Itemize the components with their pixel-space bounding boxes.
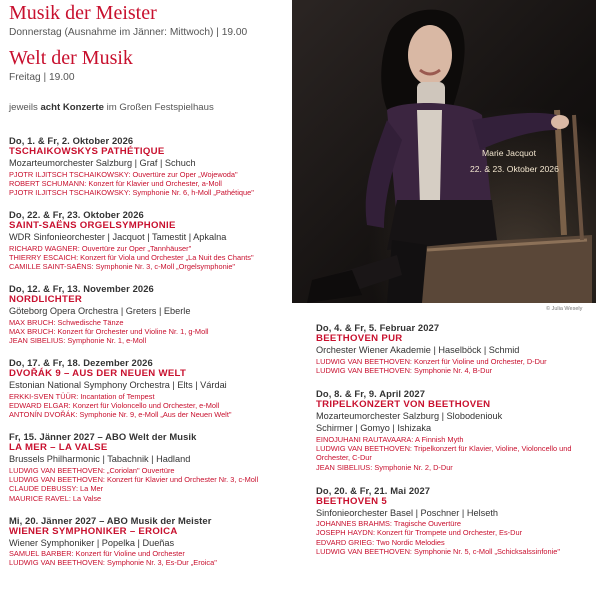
program-item: JEAN SIBELIUS: Symphonie Nr. 2, D-Dur	[316, 462, 453, 472]
event-title: TSCHAIKOWSKYS PATHÉTIQUE	[9, 146, 165, 157]
event-block	[9, 209, 292, 271]
series2-subtitle: Freitag | 19.00	[9, 72, 75, 83]
series1-title: Musik der Meister	[9, 2, 157, 24]
photo-credit: © Julia Wesely	[546, 306, 583, 312]
event-title: DVOŘÁK 9 – AUS DER NEUEN WELT	[9, 368, 187, 380]
event-performers: Brussels Philharmonic | Tabachnik | Hadland	[9, 454, 191, 465]
event-date: Do, 4. & Fr, 5. Februar 2027	[316, 322, 440, 333]
program-item: PJOTR ILJITSCH TSCHAIKOWSKY: Symphonie Nr. 6, h-Moll „Pathétique"	[9, 187, 254, 197]
event-date: Do, 22. & Fr, 23. Oktober 2026	[9, 209, 144, 221]
event-date: Do, 12. & Fr, 13. November 2026	[9, 283, 154, 295]
concerts-pre: jeweils	[9, 102, 41, 113]
event-date: Do, 17. & Fr, 18. Dezember 2026	[9, 357, 153, 369]
program-item: LUDWIG VAN BEETHOVEN: Symphonie Nr. 5, c-Moll „Schicksalssinfonie"	[316, 546, 560, 556]
right-column	[316, 322, 596, 556]
program-item: LUDWIG VAN BEETHOVEN: Konzert für Violine und Orchester, D-Dur	[316, 356, 547, 366]
event-performers: Mozarteumorchester Salzburg | Slobodeniouk	[316, 410, 503, 421]
program-item: LUDWIG VAN BEETHOVEN: Symphonie Nr. 4, B-Dur	[316, 365, 493, 375]
event-performers: Göteborg Opera Orchestra | Greters | Eberle	[9, 306, 191, 317]
event-performers: WDR Sinfonieorchester | Jacquot | Tamestit | Apkalna	[9, 232, 227, 243]
event-performers: Orchester Wiener Akademie | Haselböck | Schmid	[316, 345, 520, 355]
event-block	[9, 357, 292, 419]
caption-name: Marie Jacquot	[482, 148, 536, 158]
program-item: CAMILLE SAINT-SAËNS: Symphonie Nr. 3, c-Moll „Orgelsymphonie"	[9, 262, 236, 272]
program-item: SAMUEL BARBER: Konzert für Violine und Orchester	[9, 549, 185, 559]
event-title: NORDLICHTER	[9, 294, 83, 306]
event-title: TRIPELKONZERT VON BEETHOVEN	[316, 398, 491, 410]
program-item: MAX BRUCH: Schwedische Tänze	[9, 317, 124, 327]
left-column	[9, 0, 292, 568]
event-date: Mi, 20. Jänner 2027 – ABO Musik der Meister	[9, 514, 212, 526]
program-item: CLAUDE DEBUSSY: La Mer	[9, 484, 104, 494]
event-performers: Mozarteumorchester Salzburg | Graf | Schuch	[9, 158, 196, 168]
caption-date: 22. & 23. Oktober 2026	[470, 164, 559, 174]
program-item: ANTONÍN DVOŘÁK: Symphonie Nr. 9, e-Moll „Aus der Neuen Welt"	[9, 410, 232, 420]
events-list-left	[9, 135, 292, 568]
program-item: JEAN SIBELIUS: Symphonie Nr. 1, e-Moll	[9, 336, 147, 346]
program-item: ROBERT SCHUMANN: Konzert für Klavier und Orchester, a-Moll	[9, 178, 222, 188]
event-title: BEETHOVEN PUR	[316, 333, 403, 344]
event-block	[9, 431, 292, 502]
photo-caption	[470, 147, 559, 175]
event-block	[9, 515, 292, 568]
event-performers: Schirmer | Gomyo | Ishizaka	[316, 423, 432, 434]
program-item: PJOTR ILJITSCH TSCHAIKOWSKY: Ouvertüre zur Oper „Wojewoda"	[9, 169, 238, 179]
program-item: EDVARD GRIEG: Two Nordic Melodies	[316, 537, 445, 547]
series2-title: Welt der Musik	[9, 47, 133, 69]
program-item: MAURICE RAVEL: La Valse	[9, 493, 102, 503]
event-date: Do, 1. & Fr, 2. Oktober 2026	[9, 135, 134, 146]
artist-photo	[292, 0, 596, 303]
concerts-bold: acht Konzerte	[40, 102, 104, 113]
event-performers: Sinfonieorchester Basel | Poschner | Helseth	[316, 507, 498, 518]
event-block	[9, 283, 292, 345]
program-item: LUDWIG VAN BEETHOVEN: „Coriolan" Ouvertüre	[9, 465, 175, 475]
program-item: EDWARD ELGAR: Konzert für Violoncello und Orchester, e-Moll	[9, 401, 220, 411]
event-performers: Estonian National Symphony Orchestra | Elts | Várdai	[9, 380, 227, 391]
event-block	[316, 388, 596, 472]
program-item: JOSEPH HAYDN: Konzert für Trompete und Orchester, Es-Dur	[316, 528, 523, 538]
event-date: Fr, 15. Jänner 2027 – ABO Welt der Musik	[9, 431, 197, 443]
events-list-right	[316, 322, 596, 556]
program-item: LUDWIG VAN BEETHOVEN: Symphonie Nr. 3, Es-Dur „Eroica"	[9, 558, 217, 568]
program-item: RICHARD WAGNER: Ouvertüre zur Oper „Tannhäuser"	[9, 243, 192, 253]
event-title: SAINT-SAËNS ORGELSYMPHONIE	[9, 220, 176, 232]
event-block	[316, 322, 596, 375]
program-item: EINOJUHANI RAUTAVAARA: A Finnish Myth	[316, 434, 464, 444]
program-item: MAX BRUCH: Konzert für Orchester und Violine Nr. 1, g-Moll	[9, 326, 209, 336]
event-date: Do, 8. & Fr, 9. April 2027	[316, 387, 426, 399]
series1-subtitle: Donnerstag (Ausnahme im Jänner: Mittwoch) | 19.00	[9, 27, 248, 38]
program-item: ERKKI-SVEN TÜÜR: Incantation of Tempest	[9, 391, 155, 401]
program-item: LUDWIG VAN BEETHOVEN: Konzert für Klavier und Orchester Nr. 3, c-Moll	[9, 475, 259, 485]
event-title: BEETHOVEN 5	[316, 495, 388, 507]
event-performers: Wiener Symphoniker | Popelka | Dueñas	[9, 537, 175, 548]
event-title: WIENER SYMPHONIKER – EROICA	[9, 525, 178, 537]
program-item: JOHANNES BRAHMS: Tragische Ouvertüre	[316, 519, 461, 529]
event-date: Do, 20. & Fr, 21. Mai 2027	[316, 484, 431, 496]
event-block	[316, 485, 596, 556]
event-title: LA MER – LA VALSE	[9, 442, 108, 454]
concerts-post: im Großen Festspielhaus	[103, 102, 214, 113]
program-item: THIERRY ESCAICH: Konzert für Viola und Orchester „La Nuit des Chants"	[9, 252, 254, 262]
concerts-note	[9, 102, 292, 114]
program-item: LUDWIG VAN BEETHOVEN: Tripelkonzert für Klavier, Violine, Violoncello und Orchester, C-Dur	[316, 444, 572, 463]
event-block	[9, 135, 292, 197]
